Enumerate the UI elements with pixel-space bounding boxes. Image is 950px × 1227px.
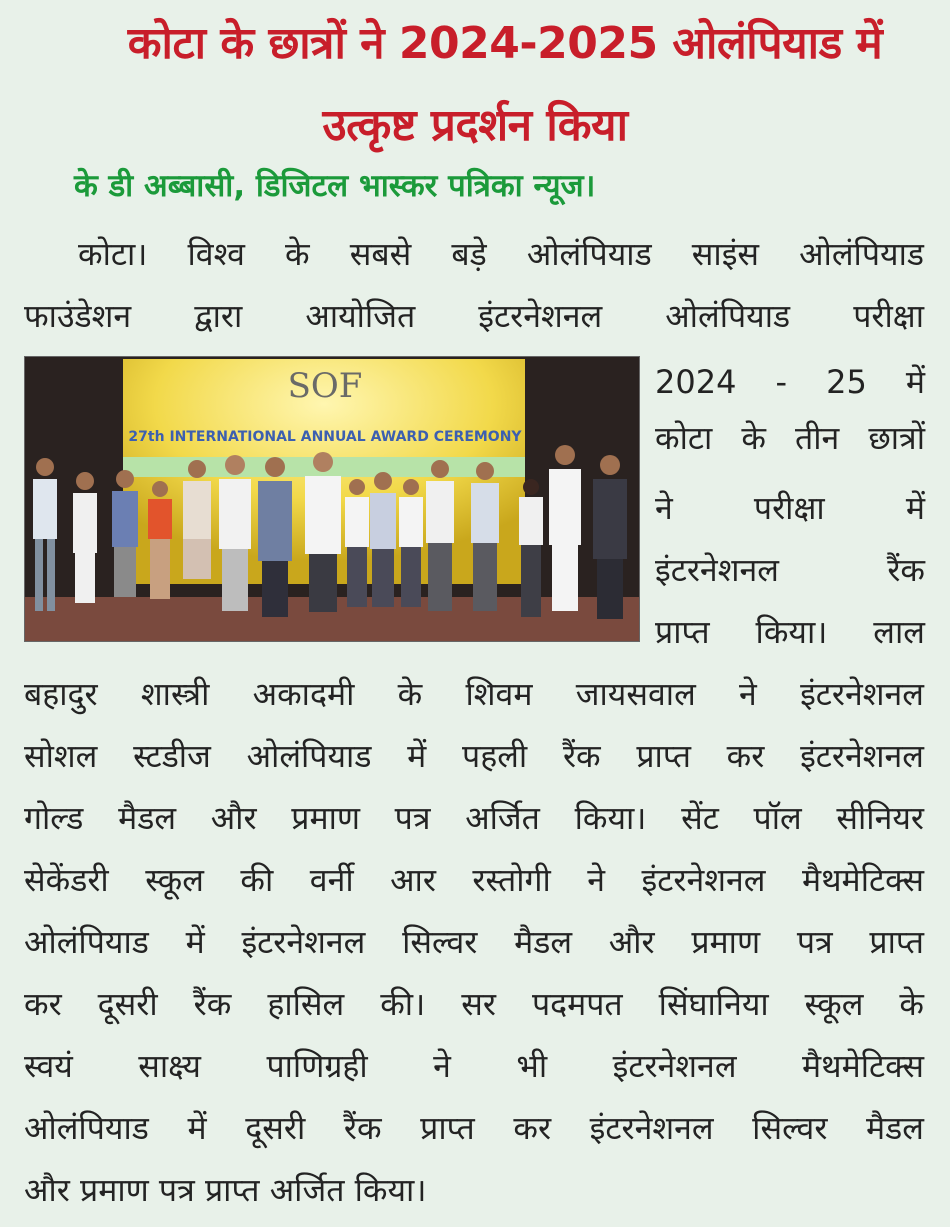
body-line: और प्रमाण पत्र प्राप्त अर्जित किया। <box>24 1171 427 1209</box>
banner-text: 27th INTERNATIONAL ANNUAL AWARD CEREMONY <box>128 429 522 445</box>
body-line: स्वयं साक्ष्य पाणिग्रही ने भी इंटरनेशनल मैथमेटिक्स <box>24 1047 924 1085</box>
body-line: ओलंपियाड में दूसरी रैंक प्राप्त कर इंटरनेशनल सिल्वर मैडल <box>24 1109 924 1147</box>
body-line: कोटा के तीन छात्रों <box>655 419 925 457</box>
body-line: फाउंडेशन द्वारा आयोजित इंटरनेशनल ओलंपियाड परीक्षा <box>24 297 924 335</box>
body-line: ने परीक्षा में <box>655 489 925 527</box>
svg-text:SOF: SOF <box>287 366 363 406</box>
body-line: कर दूसरी रैंक हासिल की। सर पदमपत सिंघानिया स्कूल के <box>24 985 924 1023</box>
headline-line-2: उत्कृष्ट प्रदर्शन किया <box>322 100 628 151</box>
headline-line-1: कोटा के छात्रों ने 2024-2025 ओलंपियाड में <box>127 18 883 69</box>
body-line: इंटरनेशनल रैंक <box>655 551 925 589</box>
body-line: कोटा। विश्व के सबसे बड़े ओलंपियाड साइंस ओलंपियाड <box>78 235 924 273</box>
body-line: गोल्ड मैडल और प्रमाण पत्र अर्जित किया। सेंट पॉल सीनियर <box>24 799 924 837</box>
body-line: बहादुर शास्त्री अकादमी के शिवम जायसवाल ने इंटरनेशनल <box>24 675 924 713</box>
body-line: सेकेंडरी स्कूल की वर्नी आर रस्तोगी ने इंटरनेशनल मैथमेटिक्स <box>24 861 924 899</box>
body-line: प्राप्त किया। लाल <box>655 613 925 651</box>
body-line: ओलंपियाड में इंटरनेशनल सिल्वर मैडल और प्रमाण पत्र प्राप्त <box>24 923 924 961</box>
award-ceremony-photo <box>24 356 640 642</box>
sof-logo <box>288 366 363 406</box>
byline: के डी अब्बासी, डिजिटल भास्कर पत्रिका न्यूज। <box>74 168 596 204</box>
body-line: 2024 - 25 में <box>655 363 925 401</box>
body-line: सोशल स्टडीज ओलंपियाड में पहली रैंक प्राप्त कर इंटरनेशनल <box>24 737 924 775</box>
